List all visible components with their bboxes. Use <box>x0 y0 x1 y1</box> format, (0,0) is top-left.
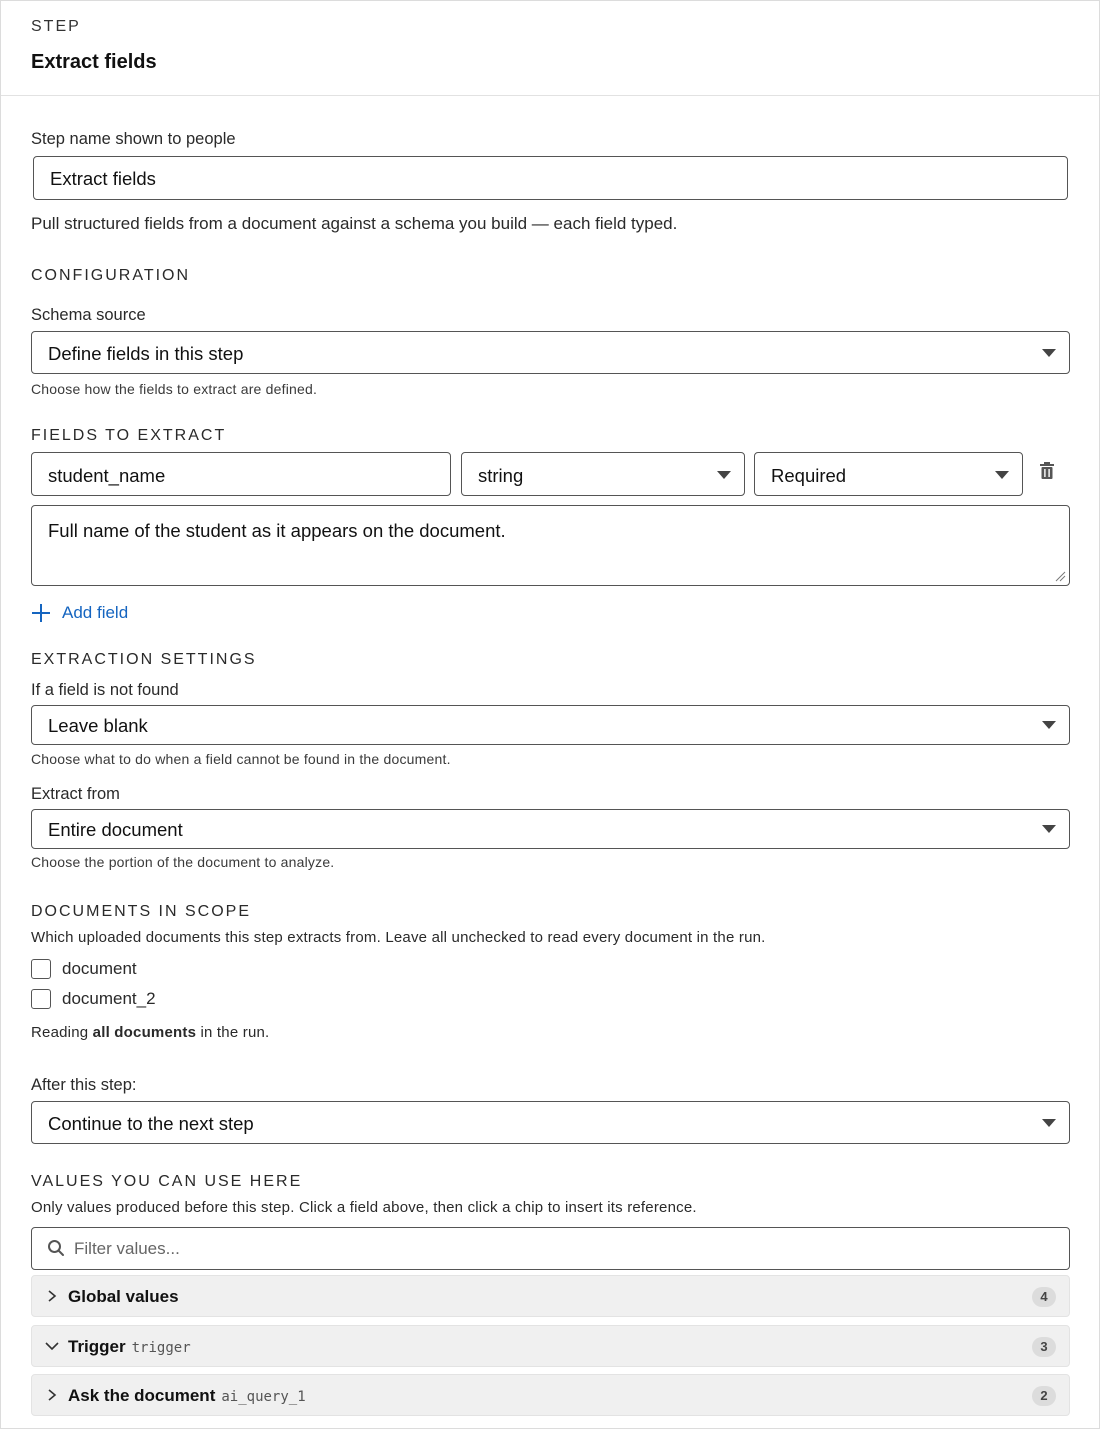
documents-status-suffix: in the run. <box>196 1024 270 1041</box>
not-found-helper: Choose what to do when a field cannot be found in the document. <box>31 751 451 767</box>
documents-status <box>31 1024 269 1041</box>
chevron-down-icon <box>1042 349 1056 357</box>
resize-handle-icon[interactable] <box>1055 571 1066 582</box>
extract-from-select[interactable] <box>31 809 1070 849</box>
step-description: Pull structured fields from a document against a schema you build — each field typed. <box>31 214 678 233</box>
chevron-down-icon <box>1042 1119 1056 1127</box>
schema-source-value: Define fields in this step <box>48 343 244 364</box>
document-2-checkbox-row[interactable] <box>31 989 156 1009</box>
chevron-down-icon <box>1042 825 1056 833</box>
values-group-count: 4 <box>1032 1287 1056 1307</box>
values-group-name <box>68 1337 191 1357</box>
chevron-down-icon <box>1042 721 1056 729</box>
chevron-right-icon <box>45 1388 59 1402</box>
document-checkbox[interactable] <box>31 959 51 979</box>
documents-heading: DOCUMENTS IN SCOPE <box>31 903 252 920</box>
chevron-down-icon <box>717 471 731 479</box>
step-name-value: Extract fields <box>50 168 156 189</box>
values-group-trigger[interactable] <box>31 1325 1070 1367</box>
field-requirement-value: Required <box>771 465 847 486</box>
field-description-textarea[interactable] <box>31 505 1070 586</box>
values-group-title: Trigger <box>68 1337 126 1356</box>
document-checkbox-label: document <box>62 959 137 978</box>
values-description: Only values produced before this step. Click a field above, then click a chip to insert its reference. <box>31 1199 697 1216</box>
values-group-key: trigger <box>131 1340 191 1356</box>
panel-title: Extract fields <box>31 51 157 73</box>
extract-from-label: Extract from <box>31 785 120 803</box>
filter-values-placeholder: Filter values... <box>74 1239 180 1258</box>
field-description-value: Full name of the student as it appears on the document. <box>48 520 506 541</box>
values-group-ask-document[interactable] <box>31 1374 1070 1416</box>
not-found-label: If a field is not found <box>31 681 179 699</box>
filter-values-input[interactable] <box>31 1227 1070 1270</box>
after-step-select[interactable] <box>31 1101 1070 1144</box>
values-heading: VALUES YOU CAN USE HERE <box>31 1173 303 1190</box>
values-group-title: Ask the document <box>68 1386 216 1405</box>
documents-status-bold: all documents <box>92 1024 197 1041</box>
step-name-label: Step name shown to people <box>31 130 236 148</box>
fields-heading: FIELDS TO EXTRACT <box>31 427 227 444</box>
values-group-count: 2 <box>1032 1386 1056 1406</box>
schema-source-helper: Choose how the fields to extract are defined. <box>31 381 318 397</box>
chevron-right-icon <box>45 1289 59 1303</box>
values-group-global[interactable] <box>31 1275 1070 1317</box>
chevron-down-icon <box>995 471 1009 479</box>
schema-source-select[interactable] <box>31 331 1070 374</box>
values-group-name: Global values <box>68 1287 179 1306</box>
header-kicker: STEP <box>31 18 81 35</box>
schema-source-label: Schema source <box>31 306 146 324</box>
field-name-input[interactable] <box>31 452 451 496</box>
document-checkbox-row[interactable] <box>31 959 137 979</box>
not-found-value: Leave blank <box>48 715 148 736</box>
not-found-select[interactable] <box>31 705 1070 745</box>
field-type-select[interactable] <box>461 452 745 496</box>
after-step-value: Continue to the next step <box>48 1113 254 1134</box>
plus-icon <box>31 603 51 623</box>
step-name-input[interactable] <box>33 156 1068 200</box>
field-type-value: string <box>478 465 524 486</box>
document-2-checkbox[interactable] <box>31 989 51 1009</box>
chevron-down-icon <box>45 1339 59 1353</box>
extract-from-helper: Choose the portion of the document to analyze. <box>31 854 335 870</box>
trash-icon[interactable] <box>1039 462 1055 479</box>
values-group-key: ai_query_1 <box>221 1389 306 1405</box>
add-field-label: Add field <box>62 603 129 622</box>
after-step-label: After this step: <box>31 1076 137 1094</box>
field-requirement-select[interactable] <box>754 452 1023 496</box>
configuration-heading: CONFIGURATION <box>31 267 191 284</box>
extraction-heading: EXTRACTION SETTINGS <box>31 651 257 668</box>
documents-status-prefix: Reading <box>31 1024 93 1041</box>
values-group-count: 3 <box>1032 1337 1056 1357</box>
search-icon <box>47 1239 65 1257</box>
document-2-checkbox-label: document_2 <box>62 989 156 1008</box>
panel-header <box>1 1 1099 96</box>
field-name-value: student_name <box>48 465 166 486</box>
extract-from-value: Entire document <box>48 819 183 840</box>
add-field-button[interactable] <box>31 601 128 625</box>
documents-description: Which uploaded documents this step extracts from. Leave all unchecked to read every document in the run. <box>31 929 766 946</box>
values-group-name <box>68 1386 306 1406</box>
